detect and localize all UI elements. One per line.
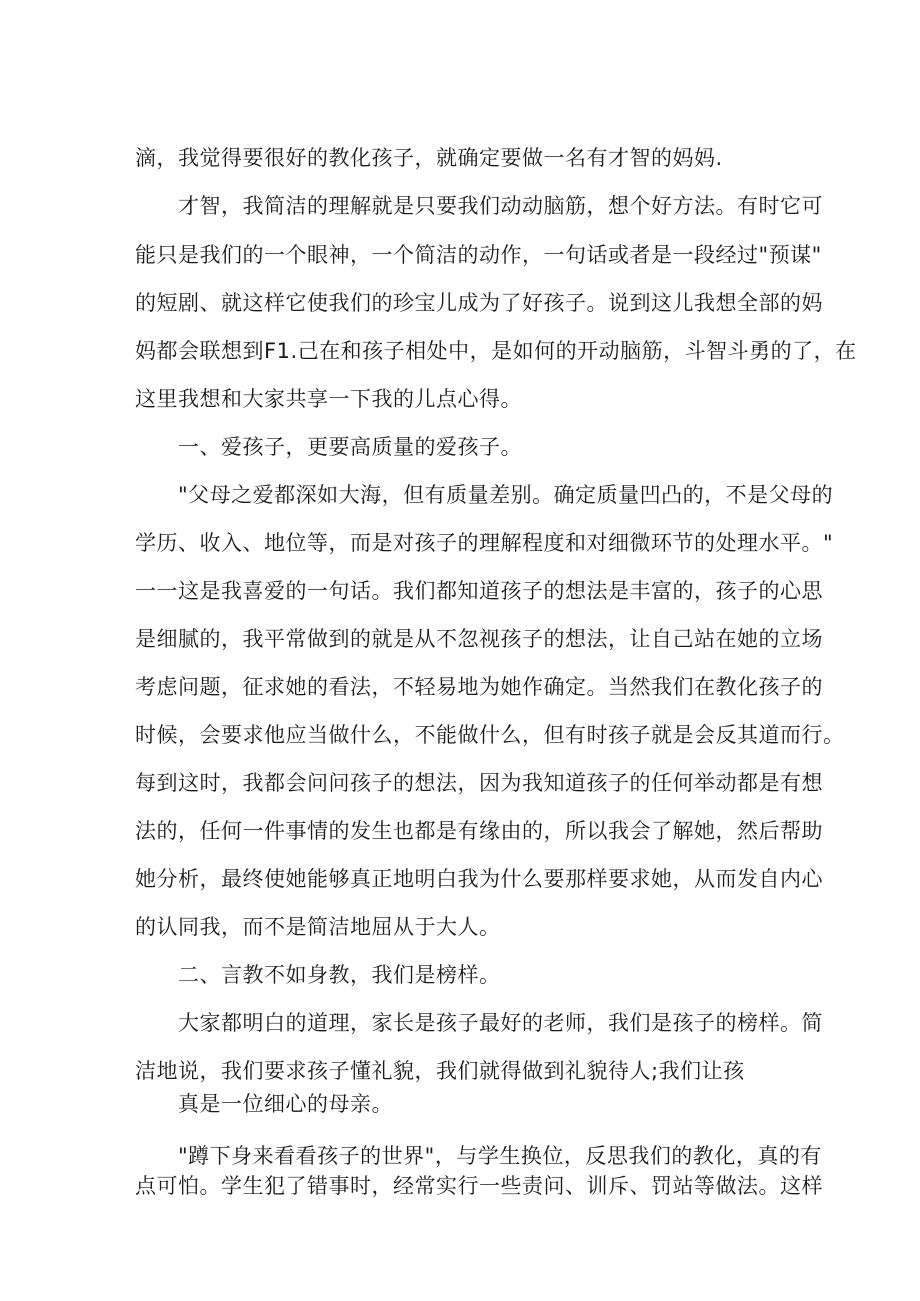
text-line-15: 法的，任何一件事情的发生也都是有缘由的，所以我会了解她，然后帮助 bbox=[135, 819, 823, 843]
text-line-13: 时候，会要求他应当做什么，不能做什么，但有时孩子就是会反其道而行。 bbox=[135, 723, 845, 747]
text-line-5: 妈都会联想到F1.己在和孩子相处中，是如何的开动脑筋，斗智斗勇的了，在 bbox=[135, 339, 857, 363]
text-line-10: 一一这是我喜爱的一句话。我们都知道孩子的想法是丰富的，孩子的心思 bbox=[135, 579, 823, 603]
text-line-14: 每到这时，我都会问问孩子的想法，因为我知道孩子的任何举动都是有想 bbox=[135, 771, 823, 795]
section-heading-2: 二、言教不如身教，我们是榜样。 bbox=[178, 963, 501, 987]
text-line-22: "蹲下身来看看孩子的世界"，与学生换位，反思我们的教化，真的有 bbox=[178, 1144, 822, 1168]
text-line-12: 考虑问题，征求她的看法，不轻易地为她作确定。当然我们在教化孩子的 bbox=[135, 675, 823, 699]
text-line-6: 这里我想和大家共享一下我的儿点心得。 bbox=[135, 387, 522, 411]
text-line-9: 学历、收入、地位等，而是对孩子的理解程度和对细微环节的处理水平。" bbox=[135, 531, 834, 555]
text-line-3: 能只是我们的一个眼神，一个简洁的动作，一句话或者是一段经过"预谋" bbox=[135, 243, 822, 267]
text-line-16: 她分析，最终使她能够真正地明白我为什么要那样要求她，从而发自内心 bbox=[135, 867, 823, 891]
text-line-19: 大家都明白的道理，家长是孩子最好的老师，我们是孩子的榜样。简 bbox=[178, 1011, 823, 1035]
text-line-8: "父母之爱都深如大海，但有质量差别。确定质量凹凸的，不是父母的 bbox=[178, 483, 834, 507]
text-line-4: 的短剧、就这样它使我们的珍宝儿成为了好孩子。说到这儿我想全部的妈 bbox=[135, 291, 823, 315]
text-line-11: 是细腻的，我平常做到的就是从不忽视孩子的想法，让自己站在她的立场 bbox=[135, 627, 823, 651]
text-line-2: 才智，我简洁的理解就是只要我们动动脑筋，想个好方法。有时它可 bbox=[178, 194, 823, 218]
text-line-23: 点可怕。学生犯了错事时，经常实行一些责问、训斥、罚站等做法。这样 bbox=[135, 1174, 823, 1198]
text-line-20: 洁地说，我们要求孩子懂礼貌，我们就得做到礼貌待人;我们让孩 bbox=[135, 1059, 745, 1083]
section-heading-1: 一、爱孩子，更要高质量的爱孩子。 bbox=[178, 435, 522, 459]
text-line-21: 真是一位细心的母亲。 bbox=[178, 1092, 393, 1116]
text-line-17: 的认同我，而不是简洁地屈从于大人。 bbox=[135, 915, 501, 939]
text-line-1: 滴，我觉得要很好的教化孩子，就确定要做一名有才智的妈妈. bbox=[135, 146, 723, 170]
